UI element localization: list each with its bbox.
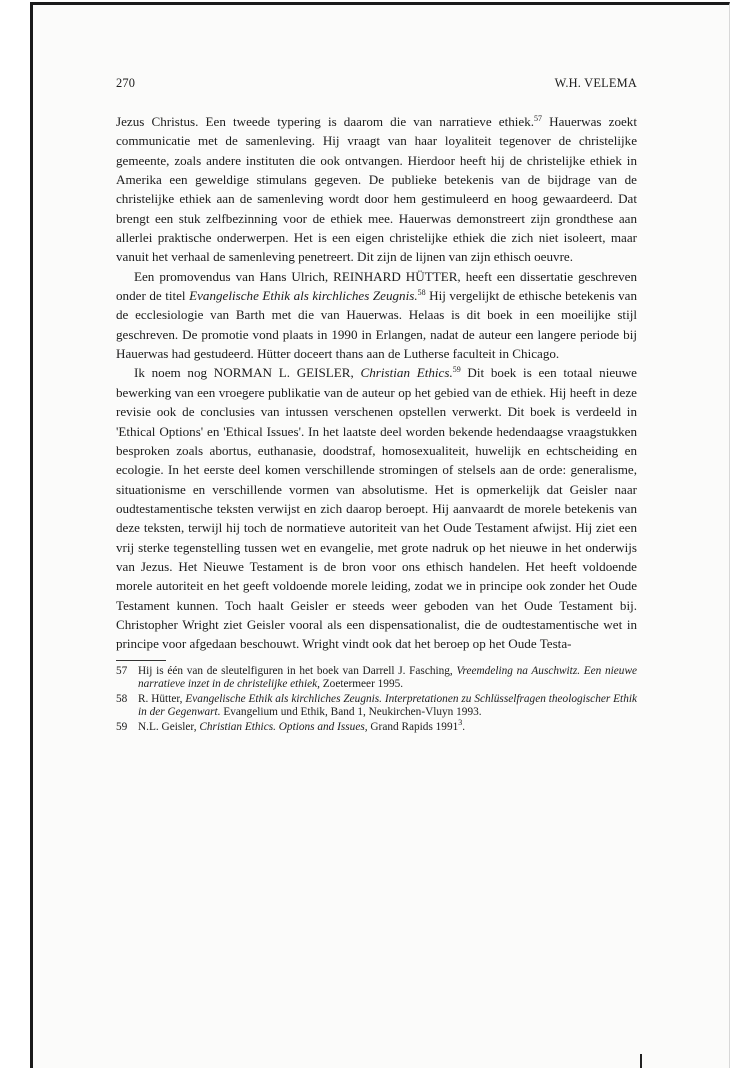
paragraph-2 (116, 267, 637, 364)
footnote-text (138, 665, 637, 692)
p1-text-a: Jezus Christus. Een tweede typering is daarom die van narratieve ethiek. (116, 114, 535, 129)
running-title: W.H. VELEMA (554, 76, 637, 90)
paragraph-1 (116, 112, 637, 267)
footnote-number: 57 (116, 664, 128, 677)
footnote-57-title: Vreemdeling na Auschwitz. Een nieuwe narratieve inzet in de christelijke ethiek, (138, 664, 637, 690)
footnotes (116, 665, 637, 734)
footnote-59-text-a: N.L. Geisler, (138, 720, 200, 733)
footnote-ref-58[interactable]: 58 (417, 288, 426, 298)
p3-text-b: Dit boek is een totaal nieuwe bewerking van een vroegere publikatie van de auteur op het gebied van de ethiek. Hij heeft in deze revisie ook de conclusies van intussen verschenen opstellen verwerkt. Dit boek is verdeeld in 'Ethical Options' en 'Ethical Issues'. In het laatste deel worden bekende hedendaagse vraagstukken besproken zoals abortus, euthanasie, doodstraf, homosexualiteit, huwelijk en echtscheiding en ecologie. In het eerste deel komen verschillende stromingen of stelsels aan de orde: generalisme, situationisme en verschillende vormen van absolutisme. Het is opmerkelijk dat Geisler naar oudtestamentische teksten verwijst en zich daarop beroept. Hij aanvaardt de morele betekenis van deze teksten, terwijl hij toch de normatieve autoriteit van het Oude Testament afwijst. Hij ziet een vrij sterke tegenstelling tussen wet en evangelie, met grote nadruk op het nieuwe in het onderwijs van Jezus. Het Nieuwe Testament is de bron voor ons ethisch handelen. Het heeft voldoende morele autoriteit en het geeft voldoende morele leiding, zodat we in principe ook zonder het Oude Testament kunnen. Toch haalt Geisler er steeds weer geboden van het Oude Testament bij. Christopher Wright ziet Geisler vooral als een dispensationalist, die de oudtestamentische wet in principe voor afgedaan beschouwt. Wright vindt ook dat het beroep op het Oude Testa- (116, 365, 637, 652)
p1-text-b: Hauerwas zoekt communicatie met de samenleving. Hij vraagt van haar loyaliteit tegenover de christelijke gemeente, zoals andere instituten die ook ontvangen. Hierdoor heeft hij de christelijke ethiek in Amerika een geweldige stimulans gegeven. De publieke betekenis van de bijdrage van de christelijke ethiek aan de samenleving wordt door hem gestimuleerd en hoog gewaardeerd. Dat brengt een stuk zelfbezinning voor de ethiek mee. Hauerwas demonstreert zijn grondthese aan allerlei praktische onderwerpen. Het is een eigen christelijke ethiek die zich niet isoleert, maar vanuit het verhaal de samenleving penetreert. Dit zijn de lijnen van zijn ethisch oeuvre. (116, 114, 637, 265)
p3-text-a: Ik noem nog NORMAN L. GEISLER, (134, 365, 361, 381)
footnote-ref-59[interactable]: 59 (452, 365, 461, 375)
footnote-57-text-a: Hij is één van de sleutelfiguren in het boek van Darrell J. Fasching, (138, 664, 457, 677)
page-number: 270 (116, 76, 136, 90)
p2-text-b: Hij vergelijkt de ethische betekenis van de ecclesiologie van Barth met die van Hauerwas. Helaas is dit boek in een moeilijke stijl geschreven. De promotie vond plaats in 1990 in Erlangen, nadat de auteur een langere periode bij Hauerwas had gestudeerd. Hütter doceert thans aan de Lutherse faculteit in Chicago. (116, 288, 637, 362)
footnote-57-text-b: Zoetermeer 1995. (319, 677, 404, 690)
book-page (116, 76, 637, 736)
running-head (116, 76, 637, 92)
paragraph-3 (116, 363, 637, 653)
p2-book-title: Evangelische Ethik als kirchliches Zeugnis. (189, 288, 418, 304)
footnote-number: 59 (116, 720, 128, 733)
scan-edge-mark (640, 1054, 642, 1068)
footnote-rule (116, 660, 166, 661)
p3-book-title: Christian Ethics. (360, 365, 453, 381)
footnote-59-title: Christian Ethics. Options and Issues, (199, 720, 368, 733)
footnote-ref-57[interactable]: 57 (534, 114, 543, 123)
footnote-58 (116, 693, 637, 720)
footnote-58-text-b: Evangelium und Ethik, Band 1, Neukirchen-Vluyn 1993. (220, 706, 482, 719)
p2-text-a: Een promovendus van Hans Ulrich, REINHARD HÜTTER, heeft een dissertatie geschreven onder de titel (116, 268, 637, 304)
footnote-59-text-b: Grand Rapids 1991 (367, 720, 459, 733)
body-text (116, 112, 637, 654)
footnote-number: 58 (116, 692, 128, 705)
edition-superscript: 3 (458, 717, 463, 727)
footnote-59-text-c: . (462, 720, 466, 733)
footnote-58-text-a: R. Hütter, (138, 692, 186, 705)
footnote-58-title: Evangelische Ethik als kirchliches Zeugnis. Interpretationen zu Schlüsselfragen theologischer Ethik in der Gegenwart. (138, 692, 637, 719)
footnote-text (138, 693, 637, 720)
footnote-59 (116, 717, 637, 734)
footnote-57 (116, 665, 637, 692)
footnote-text (138, 717, 637, 734)
